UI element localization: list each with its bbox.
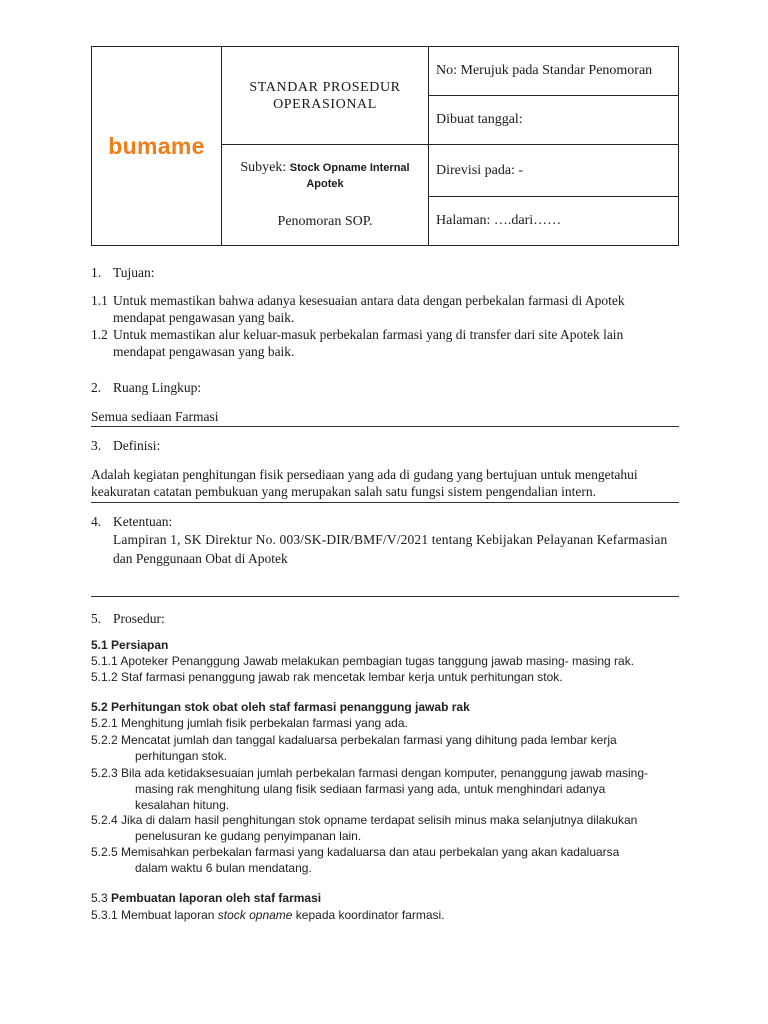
section-1-title: Tujuan: bbox=[113, 265, 155, 280]
subsection-5-2-title: 5.2 Perhitungan stok obat oleh staf farmasi penanggung jawab rak bbox=[91, 700, 470, 714]
subject-value-1: Stock Opname Internal bbox=[289, 162, 410, 174]
section-2-body: Semua sediaan Farmasi bbox=[91, 409, 219, 424]
step-5-2-2-line-2: perhitungan stok. bbox=[135, 749, 228, 763]
step-5-2-3-line-2: masing rak menghitung ulang fisik sediaan farmasi yang ada, untuk menghindari adanya bbox=[135, 782, 606, 796]
subject-label: Subyek: bbox=[240, 160, 287, 175]
step-5-2-3-line-1: 5.2.3 Bila ada ketidaksesuaian jumlah perbekalan farmasi dengan komputer, penanggung jawab masing- bbox=[91, 766, 649, 780]
step-5-2-4-line-2: penelusuran ke gudang penyimpanan lain. bbox=[135, 829, 362, 843]
section-3-number: 3. bbox=[91, 438, 102, 453]
bumame-logo: bumame bbox=[108, 132, 205, 159]
section-4-line-2: dan Penggunaan Obat di Apotek bbox=[113, 551, 288, 566]
subsection-5-3-title bbox=[91, 891, 321, 905]
step-5-2-2-line-1: 5.2.2 Mencatat jumlah dan tanggal kadaluarsa perbekalan farmasi yang dihitung pada lembar kerja bbox=[91, 733, 617, 747]
document-number: No: Merujuk pada Standar Penomoran bbox=[429, 47, 679, 96]
step-5-2-4-line-1: 5.2.4 Jika di dalam hasil penghitungan stok opname terdapat selisih minus maka selanjutnya dilakukan bbox=[91, 813, 638, 827]
section-5-title: Prosedur: bbox=[113, 611, 165, 626]
item-1-2-line-2: mendapat pengawasan yang baik. bbox=[113, 344, 295, 359]
title-line-2: OPERASIONAL bbox=[273, 96, 377, 112]
item-1-1-number: 1.1 bbox=[91, 293, 108, 308]
item-1-2-line-1: Untuk memastikan alur keluar-masuk perbekalan farmasi yang di transfer dari site Apotek lain bbox=[113, 327, 624, 342]
created-date: Dibuat tanggal: bbox=[429, 96, 679, 145]
document-title bbox=[222, 47, 429, 145]
sop-number: Penomoran SOP. bbox=[277, 214, 373, 229]
subject-value-2: Apotek bbox=[306, 178, 344, 190]
section-4-title: Ketentuan: bbox=[113, 514, 173, 529]
section-2-title: Ruang Lingkup: bbox=[113, 380, 202, 395]
sop-header-table bbox=[91, 46, 679, 246]
section-3-line-2: keakuratan catatan pembukuan yang merupakan salah satu fungsi sistem pengendalian intern. bbox=[91, 484, 596, 499]
divider bbox=[91, 596, 679, 597]
subsection-5-3-number: 5.3 bbox=[91, 891, 108, 905]
step-5-2-1: 5.2.1 Menghitung jumlah fisik perbekalan farmasi yang ada. bbox=[91, 716, 408, 730]
subject-block bbox=[222, 160, 428, 192]
logo-cell bbox=[92, 47, 222, 246]
subsection-5-1-title: 5.1 Persiapan bbox=[91, 638, 169, 652]
divider bbox=[91, 502, 679, 503]
section-4-number: 4. bbox=[91, 514, 102, 529]
step-5-3-1-tail: kepada koordinator farmasi. bbox=[292, 908, 445, 922]
section-2-number: 2. bbox=[91, 380, 102, 395]
step-5-3-1-text: 5.3.1 Membuat laporan bbox=[91, 908, 218, 922]
section-1-number: 1. bbox=[91, 265, 102, 280]
step-5-2-5-line-2: dalam waktu 6 bulan mendatang. bbox=[135, 861, 312, 875]
revised-date: Direvisi pada: - bbox=[429, 145, 679, 197]
subject-cell bbox=[222, 145, 429, 246]
step-5-2-5-line-1: 5.2.5 Memisahkan perbekalan farmasi yang kadaluarsa dan atau perbekalan yang akan kadaluarsa bbox=[91, 845, 620, 859]
item-1-1-line-1: Untuk memastikan bahwa adanya kesesuaian antara data dengan perbekalan farmasi di Apotek bbox=[113, 293, 625, 308]
section-5-number: 5. bbox=[91, 611, 102, 626]
page-count: Halaman: ….dari…… bbox=[429, 197, 679, 246]
step-5-1-1: 5.1.1 Apoteker Penanggung Jawab melakukan pembagian tugas tanggung jawab masing- masing rak. bbox=[91, 654, 635, 668]
item-1-2-number: 1.2 bbox=[91, 327, 108, 342]
step-5-1-2: 5.1.2 Staf farmasi penanggung jawab rak mencetak lembar kerja untuk perhitungan stok. bbox=[91, 670, 563, 684]
section-4-line-1: Lampiran 1, SK Direktur No. 003/SK-DIR/BMF/V/2021 tentang Kebijakan Pelayanan Kefarmasian bbox=[113, 532, 668, 547]
divider bbox=[91, 426, 679, 427]
section-3-line-1: Adalah kegiatan penghitungan fisik persediaan yang ada di gudang yang bertujuan untuk mengetahui bbox=[91, 467, 638, 482]
section-3-title: Definisi: bbox=[113, 438, 161, 453]
title-line-1: STANDAR PROSEDUR bbox=[249, 79, 401, 95]
subsection-5-3-label: Pembuatan laporan oleh staf farmasi bbox=[111, 891, 322, 905]
step-5-3-1 bbox=[91, 908, 445, 922]
step-5-2-3-line-3: kesalahan hitung. bbox=[135, 798, 230, 812]
item-1-1-line-2: mendapat pengawasan yang baik. bbox=[113, 310, 295, 325]
step-5-3-1-emphasis: stock opname bbox=[217, 908, 293, 922]
